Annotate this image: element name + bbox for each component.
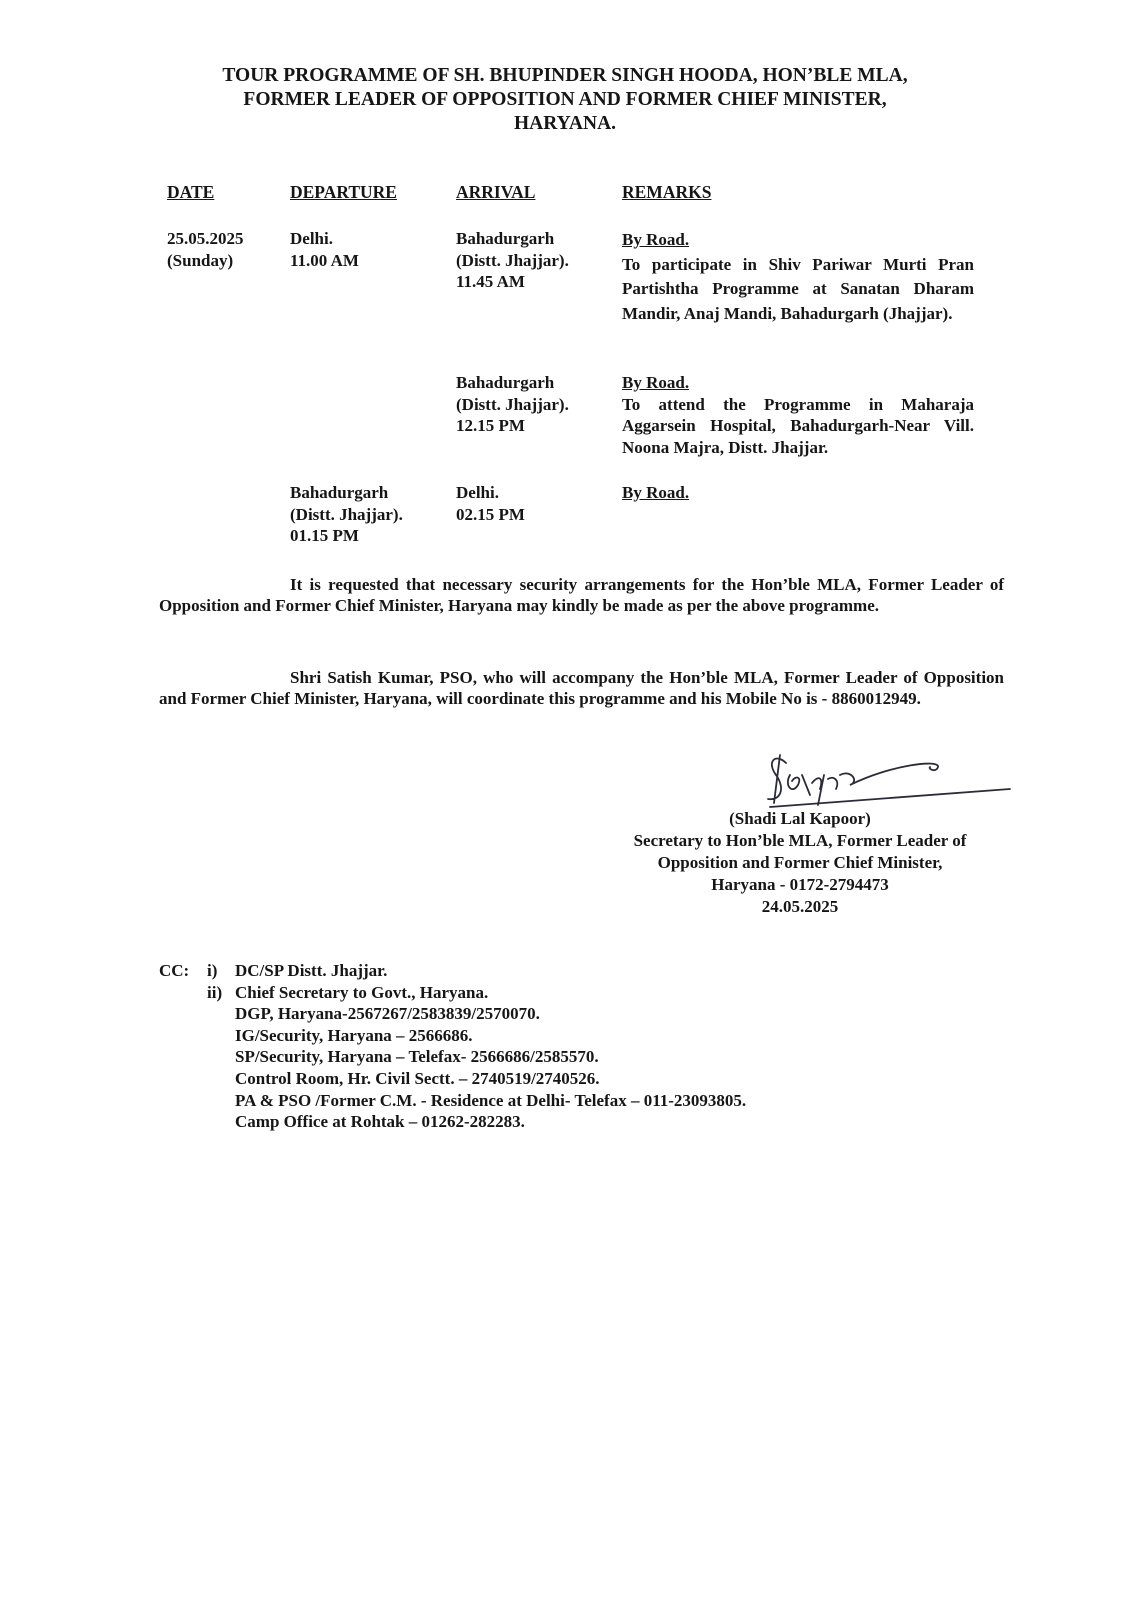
signatory-name: (Shadi Lal Kapoor) (729, 809, 871, 828)
title-line-1: TOUR PROGRAMME OF SH. BHUPINDER SINGH HOODA, HON’BLE MLA, (222, 65, 908, 86)
signatory-designation-3: Haryana - 0172-2794473 (711, 875, 889, 894)
row2-remarks-mode: By Road. (622, 373, 690, 392)
row3-departure-district: (Distt. Jhajjar). (290, 504, 403, 524)
cc-item-i-marker: i) (207, 961, 218, 980)
row1-arrival-place: Bahadurgarh (456, 229, 555, 248)
signature-block (600, 808, 1000, 918)
row2-arrival (456, 372, 569, 437)
row1-date (167, 228, 244, 271)
row1-day-value: (Sunday) (167, 250, 234, 270)
row1-arrival-district: (Distt. Jhajjar). (456, 250, 569, 270)
row3-departure (290, 482, 403, 547)
row1-arrival (456, 228, 569, 293)
signatory-designation-1: Secretary to Hon’ble MLA, Former Leader of (633, 831, 967, 850)
cc-item-ii-line: IG/Security, Haryana – 2566686. (235, 1025, 473, 1045)
cc-item-ii-line: DGP, Haryana-2567267/2583839/2570070. (235, 1004, 540, 1024)
row1-departure (290, 228, 359, 271)
row1-remarks-mode: By Road. (622, 230, 690, 249)
row2-remarks-text: To attend the Programme in Maharaja Aggarsein Hospital, Bahadurgarh-Near Vill. Noona Majra, Distt. Jhajjar. (622, 394, 974, 457)
row1-remarks-text: To participate in Shiv Pariwar Murti Pran Partishtha Programme at Sanatan Dharam Mandir, Anaj Mandi, Bahadurgarh (Jhajjar). (622, 254, 974, 323)
request-paragraph: It is requested that necessary security arrangements for the Hon’ble MLA, Former Leader of Opposition and Former Chief Minister, Haryana may kindly be made as per the above programme. (159, 575, 1004, 615)
cc-item-ii-line: Control Room, Hr. Civil Sectt. – 2740519/2740526. (235, 1068, 600, 1088)
header-date: DATE (167, 182, 215, 202)
row1-arrival-time: 11.45 AM (456, 272, 525, 291)
cc-item-i: DC/SP Distt. Jhajjar. (235, 961, 388, 980)
signatory-designation-2: Opposition and Former Chief Minister, (657, 853, 943, 872)
document-title (150, 64, 980, 136)
row1-departure-time: 11.00 AM (290, 250, 359, 270)
row3-departure-time: 01.15 PM (290, 526, 359, 545)
row3-arrival-time: 02.15 PM (456, 504, 525, 524)
header-departure: DEPARTURE (290, 182, 397, 202)
row1-date-value: 25.05.2025 (167, 229, 244, 248)
title-line-3: HARYANA. (513, 113, 617, 134)
row2-arrival-time: 12.15 PM (456, 416, 525, 435)
row2-arrival-district: (Distt. Jhajjar). (456, 394, 569, 414)
title-line-2: FORMER LEADER OF OPPOSITION AND FORMER CHIEF MINISTER, (243, 89, 887, 110)
cc-item-ii-line: SP/Security, Haryana – Telefax- 2566686/2585570. (235, 1047, 599, 1067)
row2-arrival-place: Bahadurgarh (456, 373, 555, 392)
cc-item-ii-marker: ii) (207, 982, 223, 1002)
row1-remarks (622, 228, 974, 326)
cc-item-ii-line: PA & PSO /Former C.M. - Residence at Delhi- Telefax – 011-23093805. (235, 1090, 747, 1110)
row3-arrival-place: Delhi. (456, 483, 499, 502)
row2-remarks (622, 372, 974, 458)
row3-departure-place: Bahadurgarh (290, 483, 389, 502)
header-remarks: REMARKS (622, 182, 712, 202)
pso-paragraph: Shri Satish Kumar, PSO, who will accompany the Hon’ble MLA, Former Leader of Opposition and Former Chief Minister, Haryana, will coordinate this programme and his Mobile No is - 8860012949. (159, 668, 1004, 708)
row3-arrival (456, 482, 525, 525)
cc-list (159, 960, 746, 1133)
row3-remarks (622, 482, 689, 504)
header-arrival: ARRIVAL (456, 182, 536, 202)
row1-departure-place: Delhi. (290, 229, 333, 248)
cc-item-ii-line: Chief Secretary to Govt., Haryana. (235, 982, 489, 1002)
cc-label: CC: (159, 961, 190, 980)
row3-remarks-mode: By Road. (622, 483, 690, 502)
signature-date: 24.05.2025 (761, 897, 839, 916)
cc-item-ii-line: Camp Office at Rohtak – 01262-282283. (235, 1112, 525, 1132)
